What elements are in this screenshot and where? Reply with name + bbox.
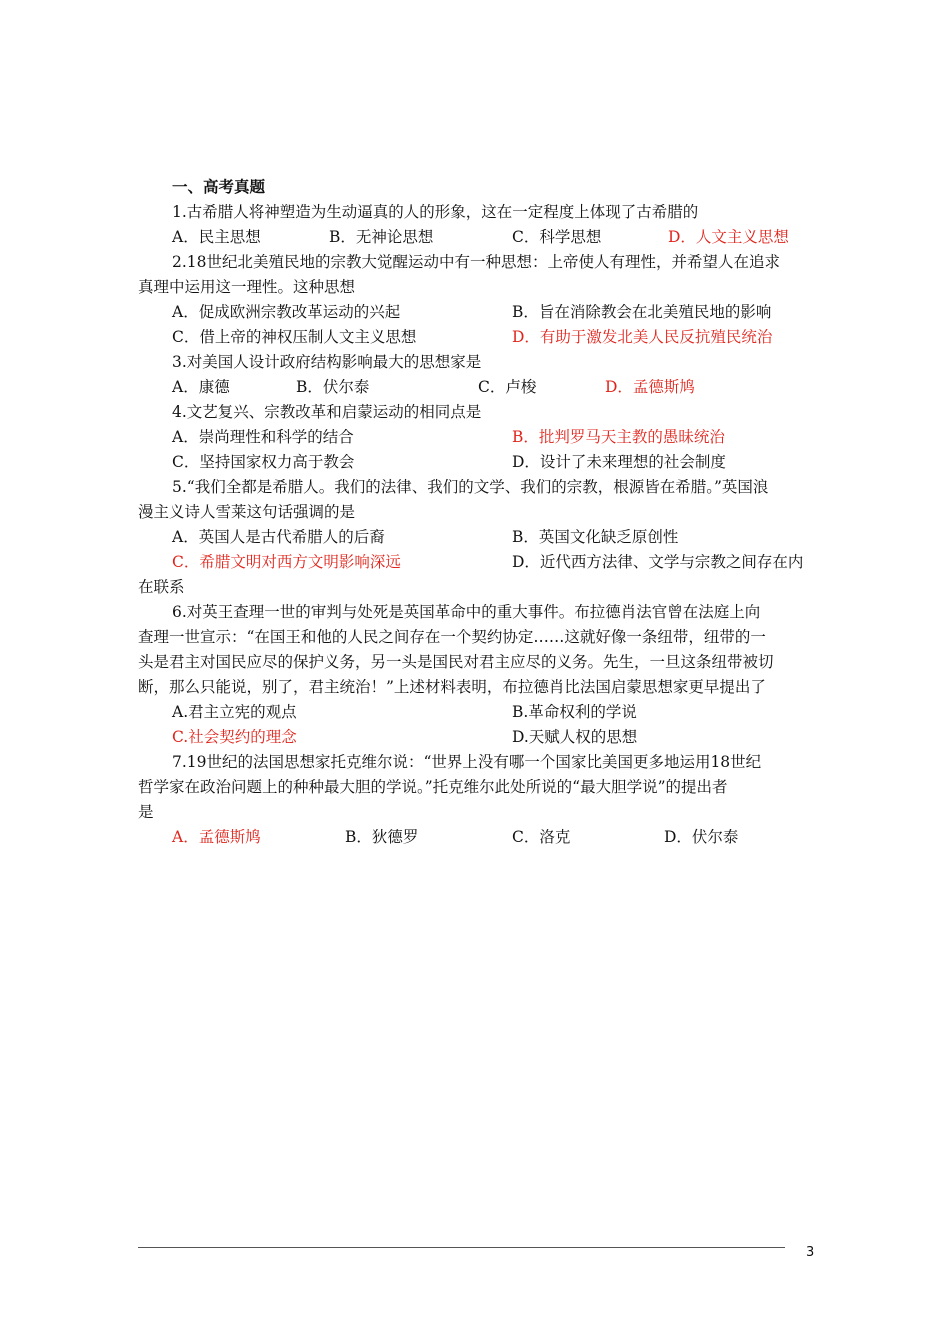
question-5-option-d: D．近代西方法律、文学与宗教之间存在内	[512, 553, 804, 571]
question-4-stem: 4.文艺复兴、宗教改革和启蒙运动的相同点是	[172, 403, 482, 421]
question-7-stem-line-1: 7.19世纪的法国思想家托克维尔说：“世界上没有哪一个国家比美国更多地运用18世纪	[172, 753, 762, 771]
question-2-option-d-answer: D．有助于激发北美人民反抗殖民统治	[512, 328, 773, 346]
question-3-option-b: B．伏尔泰	[296, 378, 370, 396]
question-7-option-c: C．洛克	[512, 828, 571, 846]
question-7-option-d: D．伏尔泰	[664, 828, 739, 846]
question-2-option-c: C．借上帝的神权压制人文主义思想	[172, 328, 417, 346]
question-4-option-d: D．设计了未来理想的社会制度	[512, 453, 726, 471]
question-1-stem: 1.古希腊人将神塑造为生动逼真的人的形象，这在一定程度上体现了古希腊的	[172, 203, 699, 221]
question-2-option-a: A．促成欧洲宗教改革运动的兴起	[172, 303, 401, 321]
page-number: 3	[806, 1245, 815, 1260]
question-3-stem: 3.对美国人设计政府结构影响最大的思想家是	[172, 353, 482, 371]
question-5-option-c-answer: C．希腊文明对西方文明影响深远	[172, 553, 401, 571]
question-5-option-d-continuation: 在联系	[138, 578, 185, 596]
question-6-stem-line-3: 头是君主对国民应尽的保护义务，另一头是国民对君主应尽的义务。先生，一旦这条纽带被切	[138, 653, 774, 671]
question-3-option-a: A．康德	[172, 378, 230, 396]
question-6-stem-line-2: 查理一世宣示：“在国王和他的人民之间存在一个契约协定……这就好像一条纽带，纽带的一	[138, 628, 766, 646]
question-6-option-c-answer: C.社会契约的理念	[172, 728, 297, 746]
section-title: 一、高考真题	[172, 177, 266, 196]
question-5-option-a: A．英国人是古代希腊人的后裔	[172, 528, 385, 546]
question-6-option-a: A.君主立宪的观点	[172, 703, 297, 721]
question-1-option-b: B．无神论思想	[329, 228, 434, 246]
question-5-stem-line-2: 漫主义诗人雪莱这句话强调的是	[138, 503, 356, 521]
footer-divider	[138, 1247, 785, 1248]
question-2-option-b: B．旨在消除教会在北美殖民地的影响	[512, 303, 772, 321]
question-4-option-c: C．坚持国家权力高于教会	[172, 453, 355, 471]
question-1-option-d-answer: D．人文主义思想	[668, 228, 789, 246]
question-3-option-d-answer: D．孟德斯鸠	[605, 378, 695, 396]
question-5-stem-line-1: 5.“我们全都是希腊人。我们的法律、我们的文学、我们的宗教，根源皆在希腊。”英国浪	[172, 478, 769, 496]
question-4-option-b-answer: B．批判罗马天主教的愚昧统治	[512, 428, 725, 446]
question-7-option-a-answer: A．孟德斯鸠	[172, 828, 261, 846]
question-6-option-b: B.革命权利的学说	[512, 703, 637, 721]
question-6-stem-line-4: 断，那么只能说，别了，君主统治！”上述材料表明，布拉德肖比法国启蒙思想家更早提出了	[138, 678, 766, 696]
question-4-option-a: A．崇尚理性和科学的结合	[172, 428, 354, 446]
question-7-stem-line-3: 是	[138, 803, 154, 821]
question-1-option-c: C．科学思想	[512, 228, 602, 246]
question-6-option-d: D.天赋人权的思想	[512, 728, 638, 746]
question-5-option-b: B．英国文化缺乏原创性	[512, 528, 679, 546]
question-2-stem-line-2: 真理中运用这一理性。这种思想	[138, 278, 356, 296]
question-6-stem-line-1: 6.对英王查理一世的审判与处死是英国革命中的重大事件。布拉德肖法官曾在法庭上向	[172, 603, 761, 621]
question-2-stem-line-1: 2.18世纪北美殖民地的宗教大觉醒运动中有一种思想：上帝使人有理性，并希望人在追求	[172, 253, 781, 271]
question-7-option-b: B．狄德罗	[345, 828, 419, 846]
question-1-option-a: A．民主思想	[172, 228, 261, 246]
question-7-stem-line-2: 哲学家在政治问题上的种种最大胆的学说。”托克维尔此处所说的“最大胆学说”的提出者	[138, 778, 728, 796]
question-3-option-c: C．卢梭	[478, 378, 537, 396]
